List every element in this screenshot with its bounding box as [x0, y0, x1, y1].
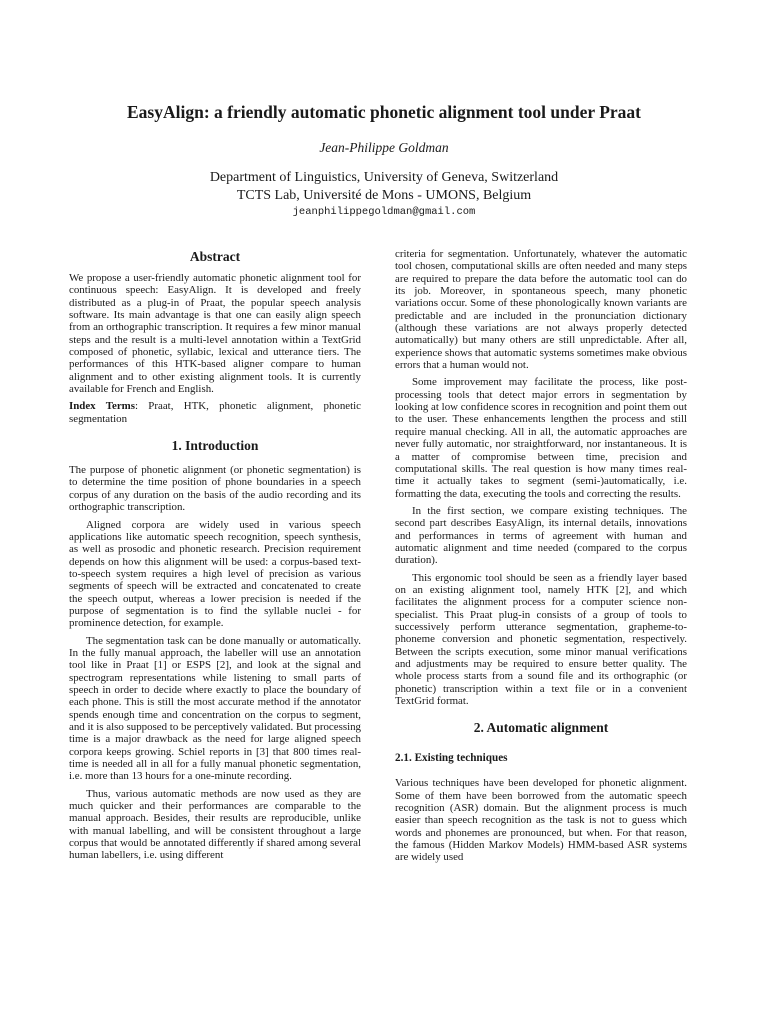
- section-introduction-heading: 1. Introduction: [171, 438, 259, 454]
- right-paragraph-1: criteria for segmentation. Unfortunately, whatever the automatic tool chosen, computational skills are often needed and many steps are required to prepare the data before the automatic tool can do its job. Moreover, in spontaneous speech, many phonetic variations occur. Some of these phonologically known variants are predictable and are included in the pronunciation dictionary (although these variations are not always properly detected automatically) but many others are still unpredictable. After all, experience shows that automatic systems sometimes make obvious errors that a human would not.: [395, 248, 687, 372]
- abstract-text: We propose a user-friendly automatic phonetic alignment tool for continuous speech: EasyAlign. It is developed and freely distributed as a plug-in of Praat, the popular speech analysis software. Its main advantage is that one can easily align speech from an orthographic transcription. It requires a few minor manual steps and the result is a multi-level annotation within a TextGrid composed of phonetic, syllabic, lexical and utterance tiers. The performances of this HTK-based aligner compare to human alignment and to other existing alignment tools. It is currently available for French and English.: [69, 272, 361, 396]
- left-column: [69, 240, 361, 862]
- subsection-existing-techniques-heading: 2.1. Existing techniques: [395, 752, 508, 765]
- right-paragraph-3: In the first section, we compare existing techniques. The second part describes EasyAlign, its internal details, innovations and performances in terms of agreement with human and automatic alignment and time needed (compared to the corpus duration).: [395, 504, 687, 567]
- index-terms: [69, 400, 361, 425]
- right-column: [395, 248, 687, 864]
- index-terms-list: : Praat, HTK, phonetic alignment, phonetic segmentation: [69, 400, 361, 425]
- author-email: jeanphilippegoldman@gmail.com: [292, 206, 476, 218]
- intro-paragraph-2: Aligned corpora are widely used in various speech applications like automatic speech recognition, speech synthesis, as well as prosodic and phonetic research. Precision requirement depends on how this alignment will be used: a corpus-based text-to-speech system requires a high level of precision as various segments of speech will be extracted and concatenated to create the speech output, whereas a lower precision is needed if the purpose of segmentation is to find the syllable nuclei - for prominence detection, for example.: [69, 518, 361, 630]
- author-name: Jean-Philippe Goldman: [319, 140, 449, 155]
- intro-paragraph-1: The purpose of phonetic alignment (or phonetic segmentation) is to determine the time position of phone boundaries in a speech corpus of any duration on the basis of the audio recording and its orthographic transcription.: [69, 464, 361, 514]
- existing-techniques-paragraph: Various techniques have been developed for phonetic alignment. Some of them have been borrowed from the automatic speech recognition (ASR) domain. But the alignment process is much easier than speech recognition as the task is not to guess which words and phonemes are pronounced, but when. For that reason, the famous (Hidden Markov Models) HMM-based ASR systems are widely used: [395, 777, 687, 864]
- intro-paragraph-4: Thus, various automatic methods are now used as they are much quicker and their performances are comparable to the manual approach. Besides, their results are reproducible, unlike with manual labelling, and will be consistent throughout a large corpus that would be annotated differently if shared among several human labellers, i.e. using different: [69, 787, 361, 862]
- abstract-heading: Abstract: [189, 249, 241, 264]
- affiliation-mons: TCTS Lab, Université de Mons - UMONS, Belgium: [236, 188, 532, 203]
- index-terms-label: Index Terms: [69, 400, 135, 413]
- right-paragraph-4: This ergonomic tool should be seen as a friendly layer based on an existing alignment tool, namely HTK [2], and which facilitates the alignment process for a computer science non-specialist. This Praat plug-in consists of a group of tools to successively perform utterance segmentation, grapheme-to-phoneme conversion and phonetic segmentation, respectively. Between the scripts execution, some minor manual verifications and adjustments may be required to ensure better quality. The whole process starts from a sound file and its orthographic (or phonetic) transcription within a text file or in a convenient TextGrid format.: [395, 571, 687, 708]
- paper-title: EasyAlign: a friendly automatic phonetic alignment tool under Praat: [127, 102, 641, 122]
- right-paragraph-2: Some improvement may facilitate the process, like post-processing tools that detect major errors in segmentation by looking at low confidence scores in recognition and point them out to the user. These enhancements lengthen the process and still require manual checking. All in all, the automatic approaches are never fully automatic, nor straightforward, nor instantaneous. It is a matter of compromise between time, precision and computational skills. The real question is how many times real-time it actually takes to segment (semi-)automatically, i.e. formatting the data, executing the tools and correcting the results.: [395, 376, 687, 500]
- section-automatic-alignment-heading: 2. Automatic alignment: [473, 720, 609, 736]
- affiliation-geneva: Department of Linguistics, University of Geneva, Switzerland: [209, 170, 559, 185]
- intro-paragraph-3: The segmentation task can be done manually or automatically. In the fully manual approach, the labeller will use an annotation tool like in Praat [1] or ESPS [2], and look at the signal and spectrogram representations while listening to small parts of speech in order to decide where exactly to place the boundary of each phone. This is still the most accurate method if the annotator spends enough time and concentration on the corpus to segment, and it is also supposed to be perceptively validated. But processing time is a major drawback as the need for large aligned speech corpora keeps growing. Schiel reports in [3] that 800 times real-time is needed all in all for a fully manual phonetic segmentation, i.e. more than 13 hours for a one-minute recording.: [69, 634, 361, 783]
